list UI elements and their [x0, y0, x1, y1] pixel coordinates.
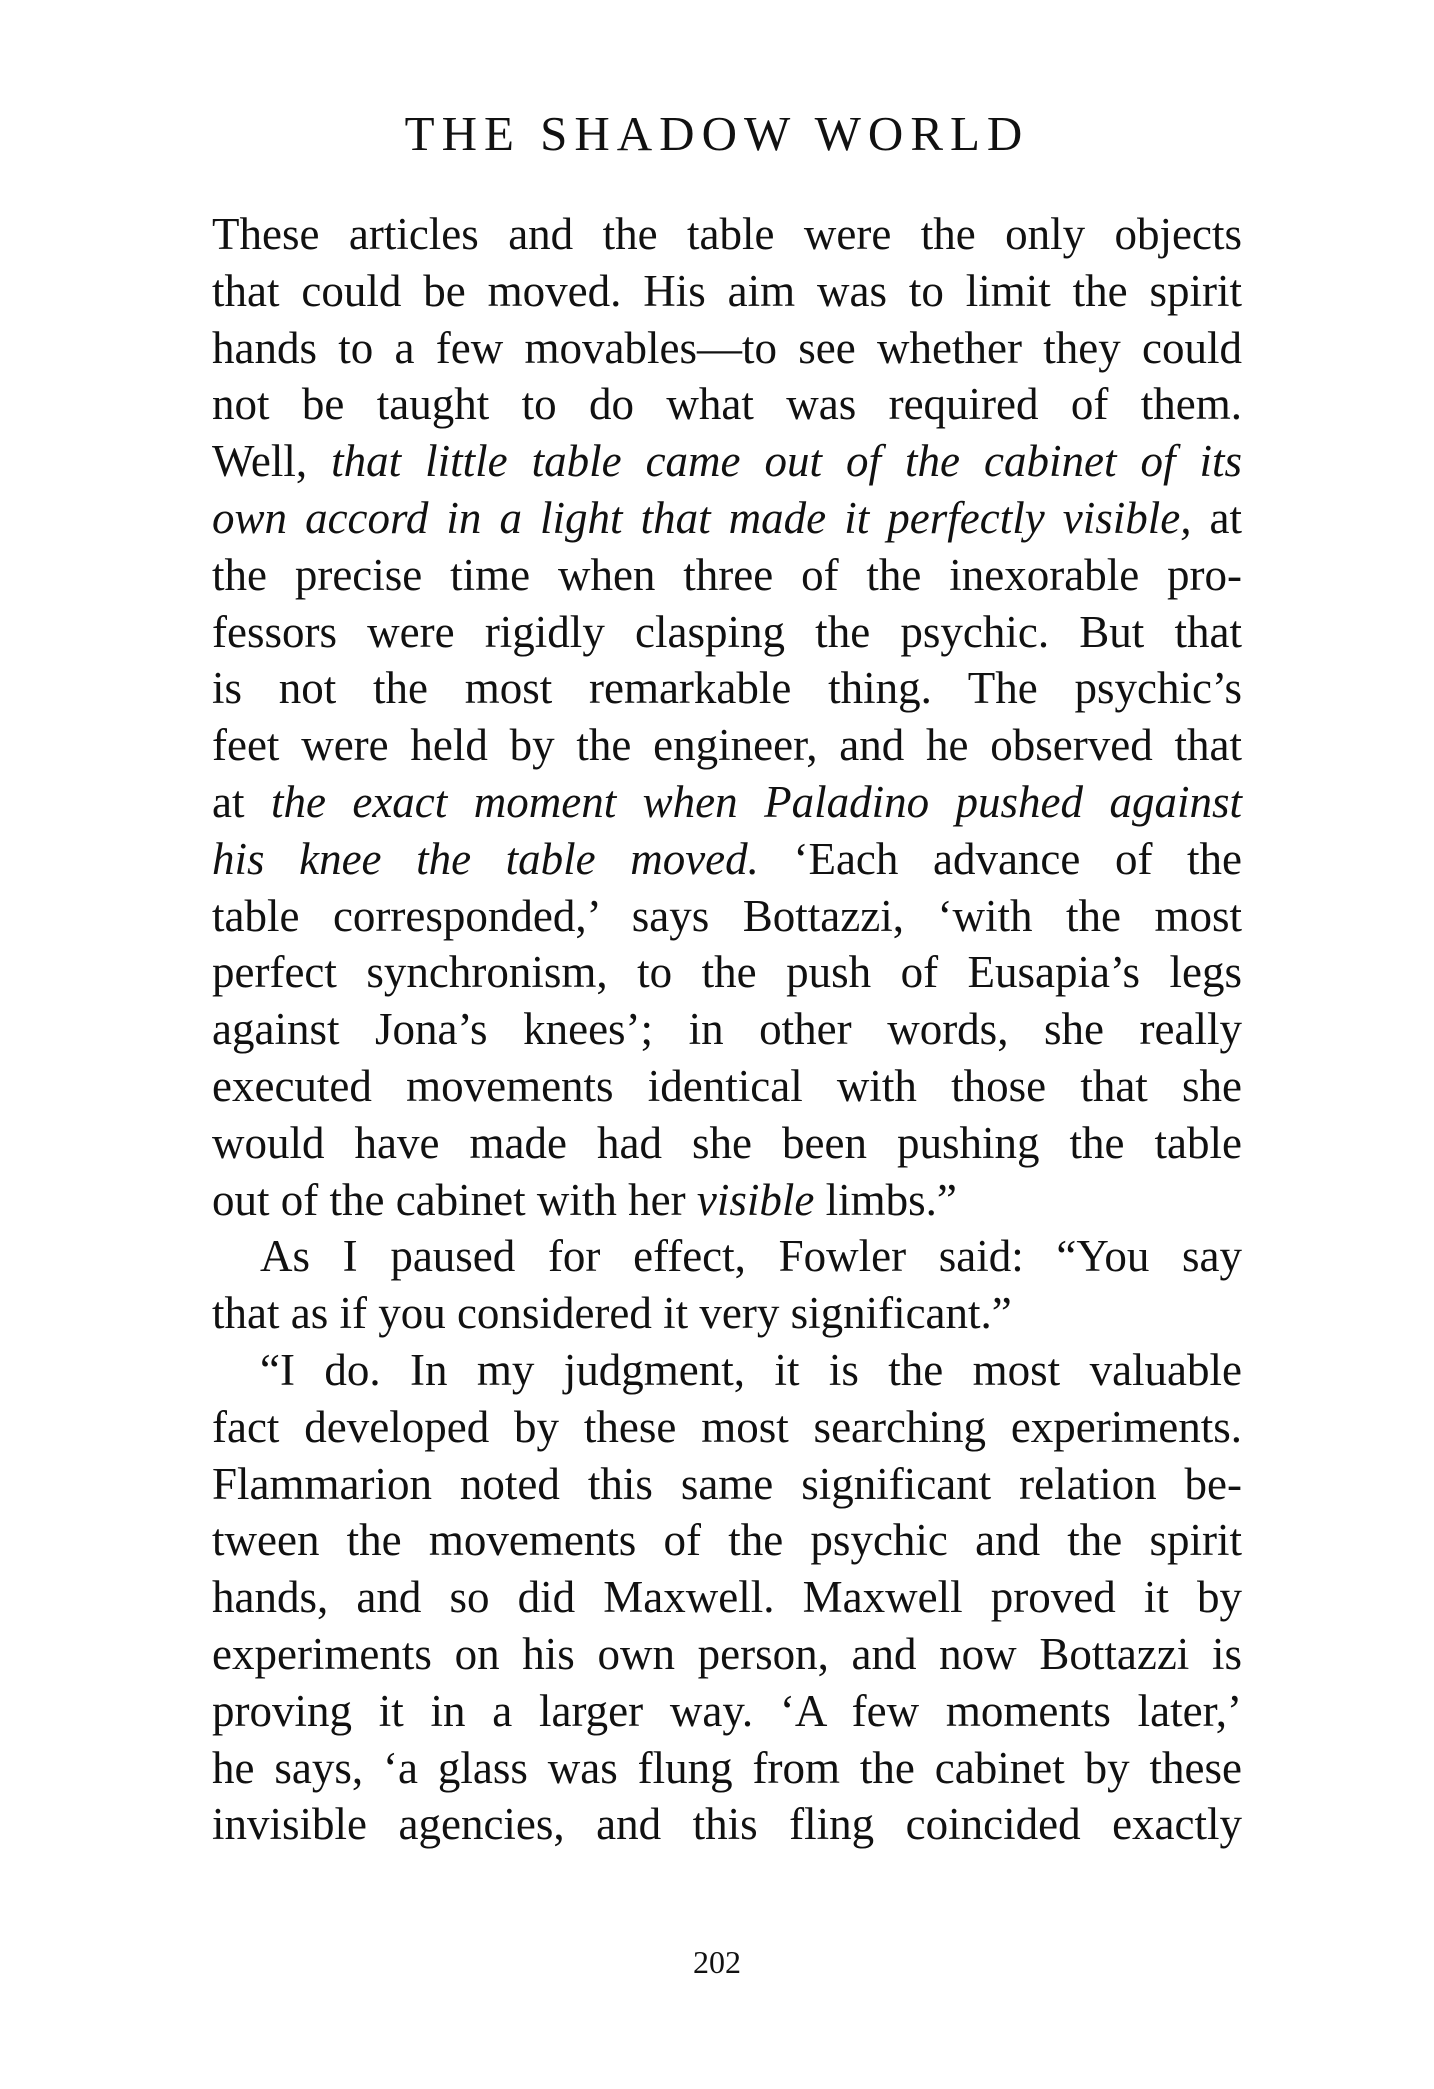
italic-text: the exact moment when Paladino pushed against: [270, 776, 1242, 827]
line-text: would have made had she been pushing the table: [212, 1117, 1242, 1168]
line-text: not be taught to do what was required of them.: [212, 379, 1242, 430]
text-line: [212, 1172, 1242, 1229]
text-line: [212, 263, 1242, 320]
line-text: that could be moved. His aim was to limit the spirit: [212, 265, 1242, 316]
line-text: limbs.”: [814, 1174, 957, 1225]
text-line: [212, 376, 1242, 433]
text-line: [212, 1796, 1242, 1853]
text-line: [212, 774, 1242, 831]
line-text: fessors were rigidly clasping the psychic. But that: [212, 606, 1242, 657]
text-line: [212, 1512, 1242, 1569]
text-line: [212, 490, 1242, 547]
line-text: hands to a few movables—to see whether they could: [212, 322, 1242, 373]
italic-text: visible: [696, 1174, 815, 1225]
line-text: table corresponded,’ says Bottazzi, ‘with the most: [212, 890, 1242, 941]
text-line: [212, 944, 1242, 1001]
line-text: the precise time when three of the inexorable pro-: [212, 549, 1242, 600]
text-line: [212, 1001, 1242, 1058]
text-line: [212, 1058, 1242, 1115]
text-line: [212, 1740, 1242, 1797]
text-line: [212, 604, 1242, 661]
text-line: [212, 717, 1242, 774]
text-line: [212, 320, 1242, 377]
text-line: [212, 888, 1242, 945]
line-text: hands, and so did Maxwell. Maxwell proved it by: [212, 1572, 1242, 1623]
line-text: is not the most remarkable thing. The psychic’s: [212, 663, 1242, 714]
line-text: that as if you considered it very significant.”: [212, 1288, 1012, 1339]
text-line: [212, 831, 1242, 888]
line-text: invisible agencies, and this fling coincided exactly: [212, 1799, 1242, 1850]
text-line: [212, 1342, 1242, 1399]
line-text: “I do. In my judgment, it is the most valuable: [260, 1344, 1242, 1395]
text-line: [212, 660, 1242, 717]
italic-text: his knee the table moved.: [212, 833, 759, 884]
line-text: Flammarion noted this same significant relation be-: [212, 1458, 1242, 1509]
text-line: [212, 1626, 1242, 1683]
body-text: [212, 206, 1242, 1853]
line-text: tween the movements of the psychic and the spirit: [212, 1515, 1242, 1566]
text-line: [212, 433, 1242, 490]
text-line: [212, 1228, 1242, 1285]
page-number: 202: [693, 1944, 741, 1980]
text-line: [212, 1456, 1242, 1513]
text-line: [212, 1569, 1242, 1626]
italic-text: own accord in a light that made it perfectly visible,: [212, 492, 1192, 543]
line-text: at: [1191, 492, 1243, 543]
line-text: Well,: [212, 436, 332, 487]
italic-text: that little table came out of the cabinet of its: [331, 436, 1242, 487]
text-line: [212, 1683, 1242, 1740]
line-text: at: [212, 776, 271, 827]
text-line: [212, 1115, 1242, 1172]
line-text: out of the cabinet with her: [212, 1174, 697, 1225]
line-text: against Jona’s knees’; in other words, she really: [212, 1004, 1242, 1055]
line-text: fact developed by these most searching experiments.: [212, 1401, 1242, 1452]
line-text: These articles and the table were the only objects: [212, 209, 1242, 259]
line-text: ‘Each advance of the: [758, 833, 1242, 884]
text-line: [212, 206, 1242, 263]
line-text: he says, ‘a glass was flung from the cabinet by these: [212, 1742, 1242, 1793]
line-text: proving it in a larger way. ‘A few moments later,’: [212, 1685, 1242, 1736]
text-line: [212, 1399, 1242, 1456]
line-text: experiments on his own person, and now Bottazzi is: [212, 1628, 1242, 1679]
text-line: [212, 547, 1242, 604]
line-text: feet were held by the engineer, and he observed that: [212, 720, 1242, 771]
running-head: THE SHADOW WORLD: [404, 106, 1030, 161]
line-text: perfect synchronism, to the push of Eusapia’s legs: [212, 947, 1242, 998]
line-text: As I paused for effect, Fowler said: “You say: [260, 1231, 1242, 1282]
line-text: executed movements identical with those that she: [212, 1060, 1242, 1111]
text-line: [212, 1285, 1242, 1342]
